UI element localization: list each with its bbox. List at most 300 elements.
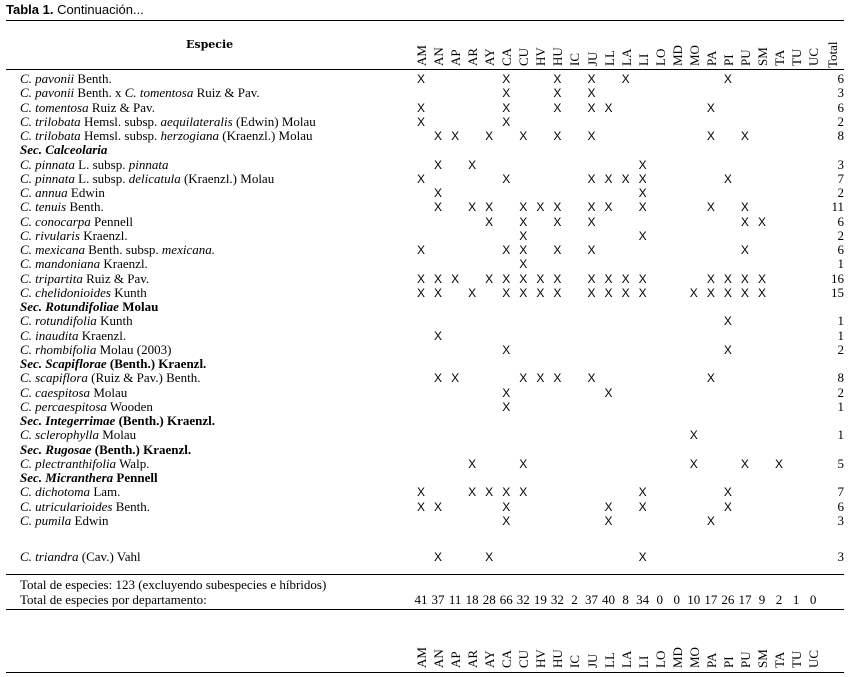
dept-header-pu: PU — [737, 49, 753, 66]
table-row — [0, 200, 850, 214]
presence-mark-ar: X — [468, 285, 477, 300]
presence-mark-mo: X — [689, 285, 698, 300]
row-total: 6 — [837, 71, 844, 86]
presence-mark-an: X — [434, 186, 443, 200]
species-name — [20, 101, 155, 115]
presence-mark-pi: X — [723, 342, 732, 357]
name-plain-part: Molau — [118, 299, 159, 314]
name-plain-part: (Kraenzl.) Molau — [219, 128, 313, 143]
name-italic-part: Sec. Micranthera — [20, 470, 114, 485]
presence-mark-am: X — [416, 485, 425, 500]
species-name — [20, 200, 104, 214]
presence-mark-ca: X — [502, 86, 511, 101]
dept-footer-ca: CA — [499, 649, 515, 668]
name-italic-part: C. annua — [20, 185, 68, 200]
row-total: 11 — [831, 199, 844, 215]
dept-header-ll: LL — [601, 50, 617, 66]
row-total: 2 — [837, 185, 844, 200]
presence-mark-cu: X — [519, 456, 528, 471]
presence-mark-li: X — [638, 200, 647, 215]
species-name — [20, 371, 200, 385]
dept-header-an: AN — [431, 47, 447, 66]
table-row — [0, 550, 850, 564]
species-name — [20, 215, 133, 229]
section-row — [0, 357, 850, 371]
presence-mark-ju: X — [587, 72, 596, 86]
dept-footer-ta: TA — [772, 651, 788, 668]
caption-label: Tabla 1. — [6, 2, 54, 17]
name-italic-part: C. tomentosa — [20, 99, 89, 115]
species-name — [20, 457, 149, 471]
presence-mark-cu: X — [519, 243, 528, 257]
table-row — [0, 129, 850, 143]
table-row — [0, 158, 850, 172]
name-plain-part: Hemsl. subsp. — [80, 128, 161, 143]
row-total: 1 — [837, 398, 844, 414]
name-italic-part: C. caespitosa — [20, 384, 91, 400]
presence-mark-ll: X — [604, 285, 613, 300]
dept-count-pa: 17 — [704, 592, 718, 607]
table-row — [0, 329, 850, 343]
presence-mark-pi: X — [723, 314, 732, 329]
name-italic-part: C. tenuis — [20, 199, 67, 215]
name-plain-part: (Cav.) Vahl — [78, 548, 141, 564]
section-row — [0, 143, 850, 157]
name-italic-part: C. plectranthifolia — [20, 455, 117, 471]
dept-header-am: AM — [414, 45, 429, 66]
presence-mark-ll: X — [604, 513, 613, 528]
section-name — [20, 143, 107, 157]
name-plain-part: Kunth — [96, 313, 133, 329]
row-total: 8 — [837, 370, 844, 386]
table-row — [0, 172, 850, 186]
row-total: 1 — [837, 327, 844, 343]
presence-mark-hu: X — [553, 72, 562, 86]
name-italic-part: C. dichotoma — [20, 484, 91, 500]
presence-mark-an: X — [434, 285, 443, 300]
row-total: 7 — [837, 484, 844, 500]
presence-mark-am: X — [416, 100, 425, 115]
dept-count-ay: 28 — [482, 592, 496, 607]
species-name — [20, 329, 126, 343]
presence-mark-ca: X — [502, 499, 511, 514]
name-italic-part: delicatula — [128, 170, 181, 186]
name-italic-part: Sec. Rotundifoliae — [20, 299, 119, 314]
dept-count-ta: 2 — [775, 592, 783, 607]
presence-mark-ta: X — [775, 456, 784, 471]
presence-mark-ca: X — [502, 171, 511, 186]
name-italic-part: C. trilobata — [20, 113, 81, 129]
total-by-department-label: Total de especies por departamento: — [20, 592, 207, 607]
table-row — [0, 400, 850, 414]
presence-mark-an: X — [434, 371, 443, 386]
dept-footer-hv: HV — [533, 649, 549, 668]
presence-mark-ay: X — [485, 485, 494, 500]
presence-mark-an: X — [434, 271, 443, 286]
presence-mark-an: X — [434, 129, 443, 143]
species-column-header: Especie — [186, 38, 234, 51]
species-name — [20, 115, 316, 129]
section-name — [20, 300, 158, 314]
row-total: 3 — [837, 548, 844, 564]
presence-mark-am: X — [416, 171, 425, 186]
presence-mark-sm: X — [757, 285, 766, 300]
section-row — [0, 443, 850, 457]
total-species-note: Total de especies: 123 (excluyendo subespecies e híbridos) — [20, 577, 327, 592]
name-italic-part: C. inaudita — [20, 327, 79, 343]
presence-mark-hu: X — [553, 371, 562, 386]
presence-mark-hu: X — [553, 129, 562, 143]
species-name — [20, 186, 105, 200]
presence-mark-am: X — [416, 499, 425, 514]
name-plain-part: Lam. — [90, 484, 121, 500]
species-name — [20, 158, 168, 172]
species-name — [20, 550, 141, 564]
name-italic-part: mexicana. — [161, 242, 215, 257]
presence-mark-hu: X — [553, 86, 562, 101]
presence-mark-pi: X — [723, 171, 732, 186]
table-row — [0, 101, 850, 115]
presence-mark-pa: X — [706, 271, 715, 286]
dept-header-uc: UC — [806, 47, 822, 66]
presence-mark-pa: X — [706, 200, 715, 215]
presence-mark-ay: X — [485, 129, 494, 143]
presence-mark-ar: X — [468, 456, 477, 471]
table-row — [0, 215, 850, 229]
presence-mark-an: X — [434, 549, 443, 564]
presence-mark-sm: X — [757, 271, 766, 286]
presence-mark-ca: X — [502, 100, 511, 115]
dept-footer-an: AN — [431, 649, 447, 668]
presence-mark-an: X — [434, 328, 443, 343]
species-name — [20, 514, 109, 528]
presence-mark-pi: X — [723, 485, 732, 500]
dept-header-ju: JU — [584, 51, 600, 66]
presence-mark-la: X — [621, 72, 630, 86]
name-plain-part: Molau — [98, 427, 137, 443]
table-row — [0, 514, 850, 528]
dept-count-lo: 0 — [656, 592, 663, 607]
presence-mark-hu: X — [553, 214, 562, 229]
row-total: 6 — [837, 213, 844, 229]
dept-header-lo: LO — [652, 48, 668, 66]
dept-footer-ay: AY — [482, 650, 498, 668]
species-name — [20, 428, 136, 442]
name-italic-part: Sec. Calceolaria — [20, 142, 108, 158]
dept-count-li: 34 — [636, 592, 650, 607]
name-plain-part: Walp. — [116, 455, 150, 471]
presence-mark-pi: X — [723, 285, 732, 300]
dept-header-md: MD — [669, 45, 685, 66]
table-row — [0, 286, 850, 300]
species-name — [20, 485, 120, 499]
name-italic-part: C. pinnata — [20, 156, 75, 172]
presence-mark-hv: X — [536, 200, 545, 215]
presence-mark-pa: X — [706, 285, 715, 300]
species-name — [20, 314, 133, 328]
table-row — [0, 485, 850, 499]
name-plain-part: (Benth.) Kraenzl. — [106, 356, 207, 371]
bottom-rule — [6, 672, 844, 673]
presence-mark-pu: X — [740, 285, 749, 300]
name-plain-part: (Kraenzl.) Molau — [180, 170, 275, 186]
presence-mark-am: X — [416, 72, 425, 86]
footer-rule — [6, 609, 844, 610]
section-name — [20, 357, 206, 371]
name-plain-part: Ruiz & Pav. — [193, 85, 260, 101]
dept-count-ca: 66 — [499, 592, 513, 607]
presence-mark-li: X — [638, 499, 647, 514]
name-plain-part: Pennell — [90, 213, 134, 229]
name-plain-part: Hemsl. subsp. — [80, 113, 161, 129]
name-italic-part: C. mexicana — [20, 242, 85, 257]
species-name — [20, 243, 215, 257]
dept-header-tu: TU — [789, 48, 805, 66]
presence-mark-ju: X — [587, 200, 596, 215]
presence-mark-ca: X — [502, 114, 511, 129]
dept-count-pi: 26 — [721, 592, 735, 607]
row-total: 2 — [837, 341, 844, 357]
species-name — [20, 72, 112, 86]
dept-count-ap: 11 — [448, 592, 462, 607]
presence-mark-ca: X — [502, 271, 511, 286]
presence-mark-li: X — [638, 271, 647, 286]
presence-mark-am: X — [416, 114, 425, 129]
species-name — [20, 172, 274, 186]
presence-mark-cu: X — [519, 271, 528, 286]
species-name — [20, 257, 148, 271]
section-row — [0, 414, 850, 428]
presence-mark-ju: X — [587, 271, 596, 286]
presence-mark-ju: X — [587, 371, 596, 386]
presence-mark-la: X — [621, 171, 630, 186]
name-plain-part: Kraenzl. — [79, 227, 128, 243]
row-total: 2 — [837, 384, 844, 400]
dept-header-ar: AR — [465, 47, 481, 66]
presence-mark-hu: X — [553, 200, 562, 215]
name-italic-part: Sec. Integerrimae — [20, 413, 116, 428]
name-italic-part: pinnata — [128, 156, 169, 172]
row-total: 1 — [837, 427, 844, 443]
dept-header-li: LI — [635, 53, 651, 66]
presence-mark-ju: X — [587, 100, 596, 115]
name-plain-part: Molau (2003) — [96, 341, 172, 357]
presence-mark-pa: X — [706, 100, 715, 115]
presence-mark-ca: X — [502, 485, 511, 500]
presence-mark-ca: X — [502, 513, 511, 528]
presence-mark-cu: X — [519, 214, 528, 229]
name-plain-part: (Benth.) Kraenzl. — [115, 413, 215, 428]
presence-mark-hv: X — [536, 371, 545, 386]
name-italic-part: C. scapiflora — [20, 370, 88, 386]
name-plain-part: Edwin — [71, 512, 109, 528]
name-italic-part: aequilateralis — [160, 113, 233, 129]
row-total: 15 — [831, 284, 844, 300]
presence-mark-ca: X — [502, 285, 511, 300]
name-plain-part: Molau — [90, 384, 128, 400]
row-total: 6 — [837, 498, 844, 514]
presence-mark-ca: X — [502, 385, 511, 400]
presence-mark-cu: X — [519, 129, 528, 143]
presence-mark-pu: X — [740, 214, 749, 229]
table-row — [0, 428, 850, 442]
presence-mark-cu: X — [519, 257, 528, 272]
presence-mark-cu: X — [519, 200, 528, 215]
species-name — [20, 400, 153, 414]
name-italic-part: C. utricularioides — [20, 498, 113, 514]
name-plain-part: (Edwin) Molau — [232, 113, 316, 129]
presence-mark-pa: X — [706, 129, 715, 143]
presence-mark-ap: X — [451, 371, 460, 386]
species-name — [20, 386, 127, 400]
species-name — [20, 86, 260, 100]
row-total: 3 — [837, 512, 844, 528]
presence-mark-li: X — [638, 171, 647, 186]
name-plain-part: Ruiz & Pav. — [82, 270, 150, 286]
row-total: 2 — [837, 227, 844, 243]
presence-mark-li: X — [638, 186, 647, 200]
presence-mark-ju: X — [587, 243, 596, 257]
presence-mark-an: X — [434, 157, 443, 172]
row-total: 2 — [837, 113, 844, 129]
body-bottom-rule — [6, 574, 844, 575]
dept-footer-pu: PU — [737, 651, 753, 668]
name-italic-part: C. mandoniana — [20, 256, 101, 272]
presence-mark-hu: X — [553, 100, 562, 115]
presence-mark-am: X — [416, 271, 425, 286]
name-plain-part: Kraenzl. — [78, 327, 127, 343]
presence-mark-ay: X — [485, 549, 494, 564]
presence-mark-am: X — [416, 285, 425, 300]
dept-header-hu: HU — [550, 47, 566, 66]
presence-mark-pu: X — [740, 129, 749, 143]
name-plain-part: Benth. — [66, 199, 104, 215]
table-row — [0, 72, 850, 86]
dept-footer-tu: TU — [789, 650, 805, 668]
presence-mark-cu: X — [519, 285, 528, 300]
dept-header-mo: MO — [686, 45, 702, 66]
presence-mark-li: X — [638, 228, 647, 243]
dept-footer-md: MD — [669, 647, 685, 668]
presence-mark-ju: X — [587, 285, 596, 300]
header-rule — [6, 69, 844, 70]
presence-mark-ap: X — [451, 129, 460, 143]
name-italic-part: C. tripartita — [20, 270, 83, 286]
species-name — [20, 500, 150, 514]
presence-mark-ju: X — [587, 86, 596, 101]
section-name — [20, 471, 158, 485]
name-plain-part: (Ruiz & Pav.) Benth. — [87, 370, 201, 386]
presence-mark-hu: X — [553, 271, 562, 286]
presence-mark-an: X — [434, 200, 443, 215]
presence-mark-pi: X — [723, 271, 732, 286]
presence-mark-ar: X — [468, 200, 477, 215]
presence-mark-la: X — [621, 271, 630, 286]
table-row — [0, 257, 850, 271]
row-total: 6 — [837, 242, 844, 257]
dept-count-sm: 9 — [758, 592, 766, 607]
name-plain-part: Kraenzl. — [100, 256, 148, 272]
presence-mark-hu: X — [553, 243, 562, 257]
name-italic-part: C. tomentosa — [124, 85, 194, 101]
dept-footer-uc: UC — [806, 649, 822, 668]
dept-footer-hu: HU — [550, 649, 566, 668]
dept-header-hv: HV — [533, 47, 549, 66]
table-row — [0, 243, 850, 257]
dept-count-hv: 19 — [533, 592, 547, 607]
dept-count-la: 8 — [622, 592, 629, 607]
dept-header-pi: PI — [720, 54, 736, 66]
dept-count-ll: 40 — [602, 592, 616, 607]
presence-mark-ll: X — [604, 200, 613, 215]
presence-mark-pi: X — [723, 499, 732, 514]
dept-header-la: LA — [618, 48, 634, 66]
section-row — [0, 471, 850, 485]
name-italic-part: C. pavonii — [20, 71, 75, 86]
presence-mark-ll: X — [604, 271, 613, 286]
presence-mark-am: X — [416, 243, 425, 257]
table-row — [0, 386, 850, 400]
presence-mark-an: X — [434, 499, 443, 514]
section-name — [20, 443, 191, 457]
name-plain-part: Pennell — [113, 470, 158, 485]
presence-mark-pa: X — [706, 371, 715, 386]
presence-mark-ay: X — [485, 271, 494, 286]
row-total: 16 — [831, 270, 844, 286]
dept-footer-la: LA — [618, 650, 634, 668]
table-caption — [6, 2, 144, 17]
table-row — [0, 457, 850, 471]
name-plain-part: Benth. subsp. — [84, 242, 162, 257]
dept-header-ic: IC — [567, 53, 583, 66]
top-rule — [6, 20, 844, 21]
name-plain-part: Wooden — [106, 398, 153, 414]
dept-footer-ar: AR — [465, 649, 481, 668]
presence-mark-pa: X — [706, 513, 715, 528]
name-italic-part: C. pavonii — [20, 85, 75, 101]
table-row — [0, 272, 850, 286]
presence-mark-hv: X — [536, 285, 545, 300]
dept-footer-ju: JU — [584, 653, 600, 668]
name-plain-part: L. subsp. — [74, 156, 129, 172]
name-plain-part: L. subsp. — [74, 170, 129, 186]
name-italic-part: C. conocarpa — [20, 213, 91, 229]
presence-mark-cu: X — [519, 485, 528, 500]
name-plain-part: Edwin — [67, 185, 105, 200]
species-name — [20, 343, 171, 357]
name-italic-part: C. trilobata — [20, 128, 81, 143]
presence-mark-cu: X — [519, 371, 528, 386]
row-total: 3 — [837, 85, 844, 101]
presence-mark-hv: X — [536, 271, 545, 286]
presence-mark-ap: X — [451, 271, 460, 286]
row-total: 3 — [837, 156, 844, 172]
dept-header-ap: AP — [448, 49, 464, 66]
presence-mark-li: X — [638, 549, 647, 564]
name-italic-part: C. percaespitosa — [20, 398, 107, 414]
presence-mark-sm: X — [757, 214, 766, 229]
dept-count-pu: 17 — [738, 592, 752, 607]
dept-count-mo: 10 — [687, 592, 701, 607]
dept-count-cu: 32 — [516, 592, 530, 607]
name-italic-part: C. sclerophylla — [20, 427, 99, 443]
presence-mark-ca: X — [502, 399, 511, 414]
dept-footer-lo: LO — [652, 650, 668, 668]
dept-footer-pa: PA — [703, 652, 719, 668]
row-total: 1 — [837, 256, 844, 272]
dept-footer-ap: AP — [448, 651, 464, 668]
row-total: 5 — [837, 455, 844, 471]
